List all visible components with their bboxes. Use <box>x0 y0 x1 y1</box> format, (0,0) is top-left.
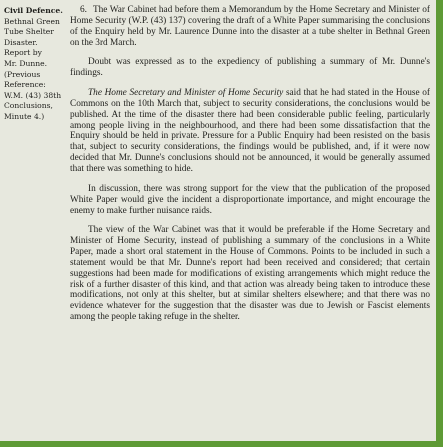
bottom-border <box>0 441 443 447</box>
margin-line: Minute 4.) <box>4 111 45 121</box>
paragraph-number: 6. <box>80 5 87 15</box>
paragraph-4: In discussion, there was strong support for the view that the publication of the proposed White Paper would give the incident a disproportionate importance, and might encourage the enemy to make further nuisance raids. <box>70 183 430 216</box>
paragraph-3-text: said that he had stated in the House of Commons on the 10th March that, subject to security considerations, the conclusions would be published. At the time of the disaster there had been considerable public feeling, particularly among people living in the neighbourhood, and there had been some dissatisfaction that the Enquiry should be held in private. Pressure for a Public Enquiry had been resisted on the basis that, subject to security considerations, the findings would be published, and, if it were now decided that Mr. Dunne's conclusions should not be announced, it would be generally assumed that there was something to hide. <box>70 88 430 174</box>
paragraph-1-text: The War Cabinet had before them a Memorandum by the Home Secretary and Minister of Home Security (W.P. (43) 137) covering the draft of a White Paper summarising the conclusions of the Enquiry held by Mr. Laurence Dunne into the disaster at a tube shelter in Bethnal Green on the 3rd March. <box>70 5 430 48</box>
paragraph-5: The view of the War Cabinet was that it would be preferable if the Home Secretary and Minister of Home Security, instead of publishing a summary of the conclusions in a White Paper, made a short oral statement in the House of Commons. Points to be included in such a statement would be that Mr. Dunne's report had been received and considered; that certain suggestions had been made for modifications of existing arrangements which might reduce the risk of a further disaster of this kind, and that action was already being taken to introduce these modifications, not only at this shelter, but at similar shelters elsewhere; and that there was no evidence whatever for the suggestion that the disaster was due to Jewish or Fascist elements among the people taking refuge in the shelter. <box>70 225 430 323</box>
paragraph-3-lead: The Home Secretary and Minister of Home Security <box>88 88 284 99</box>
paragraph-1 <box>70 5 430 48</box>
margin-line: Conclusions, <box>4 101 53 111</box>
paragraph-3 <box>70 88 430 175</box>
margin-line: Tube Shelter <box>4 27 54 37</box>
margin-heading: Civil Defence. <box>4 6 63 15</box>
body-text <box>70 5 430 332</box>
margin-line: W.M. (43) 38th <box>4 90 62 100</box>
margin-line: Disaster. <box>4 37 38 47</box>
margin-line: Reference: <box>4 80 46 90</box>
margin-line: (Previous <box>4 69 41 79</box>
margin-notes <box>4 6 70 123</box>
margin-line: Bethnal Green <box>4 16 60 26</box>
margin-line: Mr. Dunne. <box>4 58 48 68</box>
paragraph-2: Doubt was expressed as to the expediency of publishing a summary of Mr. Dunne's findings. <box>70 57 430 79</box>
right-border <box>436 0 443 447</box>
margin-line: Report by <box>4 48 42 58</box>
